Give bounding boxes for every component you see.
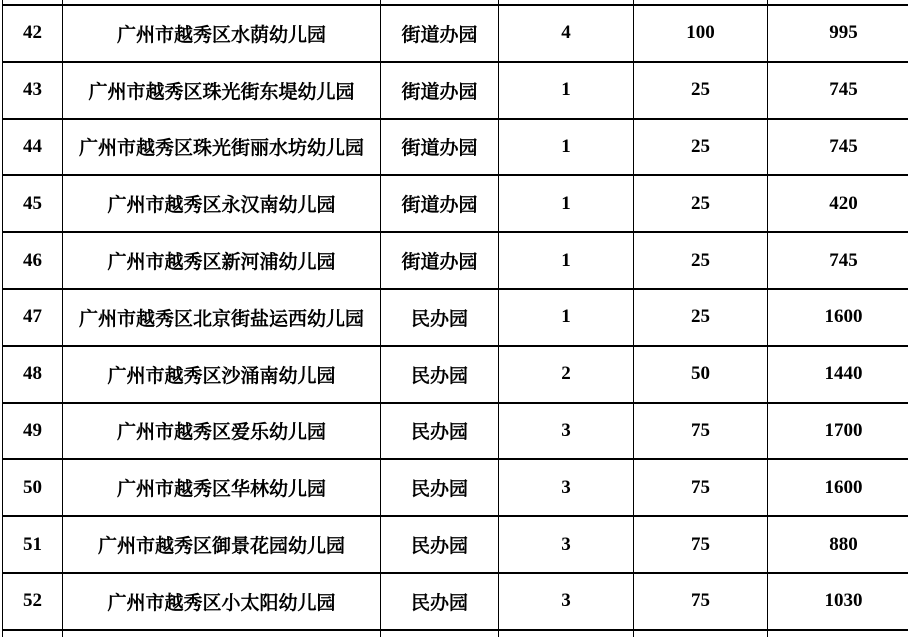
cell-name: 广州市越秀区新河浦幼儿园 <box>63 232 381 289</box>
cell-no: 50 <box>3 459 63 516</box>
cell-col4: 1 <box>499 119 634 176</box>
cell-no: 43 <box>3 62 63 119</box>
cell-col4: 3 <box>499 573 634 630</box>
cell-no: 46 <box>3 232 63 289</box>
cell-name: 广州市越秀区华林幼儿园 <box>63 459 381 516</box>
table-row-partial-bottom <box>3 630 908 637</box>
cell-type: 街道办园 <box>381 119 499 176</box>
cell-empty <box>768 630 908 637</box>
table-row <box>3 289 908 346</box>
cell-col4: 1 <box>499 62 634 119</box>
cell-col5: 25 <box>634 62 768 119</box>
cell-name: 广州市越秀区小太阳幼儿园 <box>63 573 381 630</box>
cell-type: 街道办园 <box>381 5 499 62</box>
cell-name: 广州市越秀区沙涌南幼儿园 <box>63 346 381 403</box>
cell-col4: 1 <box>499 175 634 232</box>
cell-col6: 880 <box>768 516 908 573</box>
cell-col5: 75 <box>634 459 768 516</box>
cell-name: 广州市越秀区永汉南幼儿园 <box>63 175 381 232</box>
cell-col5: 75 <box>634 516 768 573</box>
table-row <box>3 516 908 573</box>
cell-no: 45 <box>3 175 63 232</box>
cell-col5: 75 <box>634 573 768 630</box>
cell-type: 街道办园 <box>381 62 499 119</box>
cell-col5: 75 <box>634 403 768 460</box>
cell-type: 民办园 <box>381 403 499 460</box>
cell-col4: 2 <box>499 346 634 403</box>
cell-col6: 745 <box>768 62 908 119</box>
table-row <box>3 232 908 289</box>
cell-name: 广州市越秀区北京街盐运西幼儿园 <box>63 289 381 346</box>
cell-name: 广州市越秀区珠光街东堤幼儿园 <box>63 62 381 119</box>
cell-type: 民办园 <box>381 289 499 346</box>
cell-col5: 25 <box>634 232 768 289</box>
cell-empty <box>499 630 634 637</box>
cell-type: 民办园 <box>381 459 499 516</box>
cell-type: 街道办园 <box>381 232 499 289</box>
cell-col6: 1700 <box>768 403 908 460</box>
cell-col5: 25 <box>634 289 768 346</box>
cell-no: 52 <box>3 573 63 630</box>
cell-col4: 3 <box>499 403 634 460</box>
cell-col4: 1 <box>499 289 634 346</box>
cell-col4: 3 <box>499 516 634 573</box>
cell-col5: 100 <box>634 5 768 62</box>
cell-empty <box>634 630 768 637</box>
table-row <box>3 459 908 516</box>
cell-col6: 1440 <box>768 346 908 403</box>
cell-no: 51 <box>3 516 63 573</box>
cell-type: 民办园 <box>381 346 499 403</box>
cell-col5: 50 <box>634 346 768 403</box>
cell-empty <box>381 630 499 637</box>
cell-col6: 1600 <box>768 289 908 346</box>
cell-no: 47 <box>3 289 63 346</box>
cell-col6: 745 <box>768 232 908 289</box>
cell-type: 街道办园 <box>381 175 499 232</box>
table-row <box>3 403 908 460</box>
cell-no: 44 <box>3 119 63 176</box>
cell-type: 民办园 <box>381 516 499 573</box>
cell-col6: 1600 <box>768 459 908 516</box>
cell-col4: 3 <box>499 459 634 516</box>
cell-type: 民办园 <box>381 573 499 630</box>
cell-name: 广州市越秀区水荫幼儿园 <box>63 5 381 62</box>
table-row <box>3 573 908 630</box>
cell-empty <box>3 630 63 637</box>
cell-col6: 1030 <box>768 573 908 630</box>
table-row <box>3 175 908 232</box>
cell-col5: 25 <box>634 119 768 176</box>
cell-col6: 420 <box>768 175 908 232</box>
table-row <box>3 346 908 403</box>
cell-empty <box>63 630 381 637</box>
cell-col4: 4 <box>499 5 634 62</box>
cell-name: 广州市越秀区御景花园幼儿园 <box>63 516 381 573</box>
cell-no: 42 <box>3 5 63 62</box>
kindergarten-table <box>2 0 908 637</box>
table-row <box>3 119 908 176</box>
table-row <box>3 5 908 62</box>
cell-col6: 745 <box>768 119 908 176</box>
cell-no: 48 <box>3 346 63 403</box>
cell-name: 广州市越秀区爱乐幼儿园 <box>63 403 381 460</box>
cell-col4: 1 <box>499 232 634 289</box>
table-row <box>3 62 908 119</box>
cell-col5: 25 <box>634 175 768 232</box>
cell-name: 广州市越秀区珠光街丽水坊幼儿园 <box>63 119 381 176</box>
cell-no: 49 <box>3 403 63 460</box>
cell-col6: 995 <box>768 5 908 62</box>
